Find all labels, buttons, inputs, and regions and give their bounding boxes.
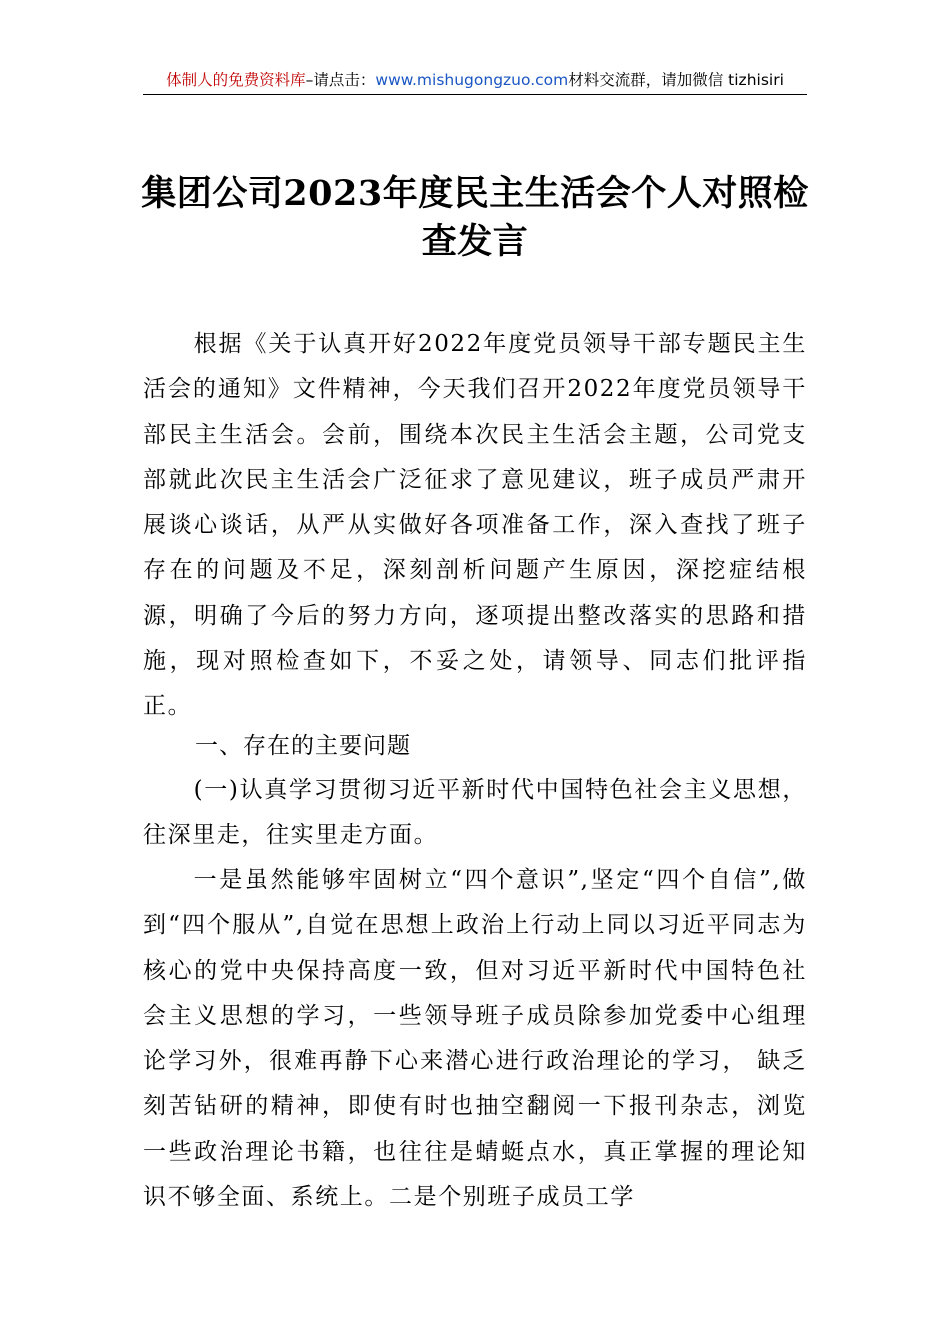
intro-paragraph: 根据《关于认真开好2022年度党员领导干部专题民主生活会的通知》文件精神，今天我们召开2022年度党员领导干部民主生活会。会前，围绕本次民主生活会主题，公司党支部就此次民主生活会广泛征求了意见建议，班子成员严肃开展谈心谈话，从严从实做好各项准备工作，深入查找了班子存在的问题及不足，深刻剖析问题产生原因，深挖症结根源，明确了今后的努力方向，逐项提出整改落实的思路和措施，现对照检查如下，不妥之处，请领导、同志们批评指正。 [143, 331, 807, 720]
section-heading: 一、存在的主要问题 [195, 733, 411, 759]
intro-paragraph-block [143, 322, 807, 730]
paragraph-2-block [143, 858, 807, 1220]
title-line-2: 查发言 [421, 221, 529, 262]
click-prompt: –请点击： [305, 71, 376, 89]
document-title [120, 170, 830, 266]
title-line-1: 集团公司2023年度民主生活会个人对照检 [141, 173, 809, 214]
subsection-heading: (一)认真学习贯彻习近平新时代中国特色社会主义思想，往深里走，往实里走方面。 [143, 777, 807, 849]
wechat-note: 材料交流群，请加微信 tizhisiri [568, 71, 784, 89]
site-url-link[interactable]: www.mishugongzuo.com [375, 71, 569, 89]
paragraph-2: 一是虽然能够牢固树立“四个意识”,坚定“四个自信”,做到“四个服从”,自觉在思想上政治上行动上同以习近平同志为核心的党中央保持高度一致，但对习近平新时代中国特色社会主义思想的学习，一些领导班子成员除参加党委中心组理论学习外，很难再静下心来潜心进行政治理论的学习， 缺乏刻苦钻研的精神，即使有时也抽空翻阅一下报刊杂志，浏览一些政治理论书籍，也往往是蜻蜓点水，真正掌握的理论知识不够全面、系统上。二是个别班子成员工学 [143, 867, 807, 1211]
site-name: 体制人的免费资料库 [166, 71, 306, 89]
subsection-heading-block [143, 768, 807, 859]
page-header [143, 68, 807, 95]
